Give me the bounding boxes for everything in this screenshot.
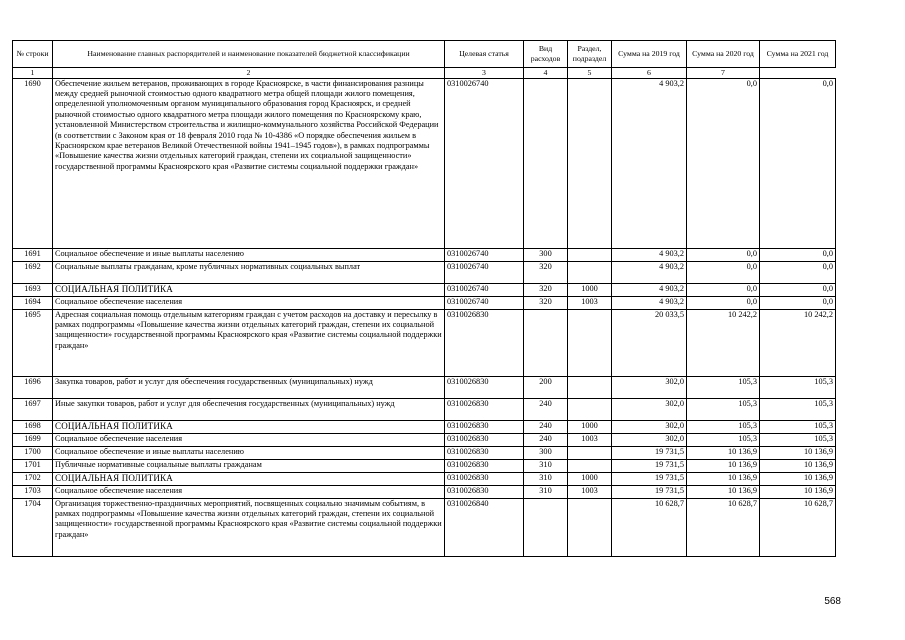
header-sum-2021: Сумма на 2021 год (760, 41, 836, 68)
expense-type-cell: 320 (524, 261, 568, 283)
expense-type-cell: 310 (524, 459, 568, 472)
table-body (13, 78, 836, 556)
target-article-cell: 0310026740 (445, 248, 524, 261)
sum-2020-cell: 10 136,9 (687, 446, 760, 459)
row-name-cell: Иные закупки товаров, работ и услуг для обеспечения государственных (муниципальных) нужд (53, 398, 445, 420)
sum-2019-cell: 302,0 (612, 420, 687, 433)
row-number-cell: 1697 (13, 398, 53, 420)
sum-2021-cell: 0,0 (760, 248, 836, 261)
section-cell: 1000 (568, 472, 612, 485)
expense-type-cell (524, 78, 568, 248)
section-cell (568, 446, 612, 459)
sum-2019-cell: 10 628,7 (612, 498, 687, 556)
row-number-cell: 1696 (13, 376, 53, 398)
sum-2021-cell: 10 136,9 (760, 472, 836, 485)
sum-2019-cell: 19 731,5 (612, 472, 687, 485)
column-number: 5 (568, 68, 612, 79)
expense-type-cell: 240 (524, 420, 568, 433)
sum-2021-cell: 105,3 (760, 398, 836, 420)
expense-type-cell: 320 (524, 283, 568, 296)
table-row (13, 309, 836, 376)
expense-type-cell: 240 (524, 398, 568, 420)
sum-2019-cell: 302,0 (612, 398, 687, 420)
header-row-number: № строки (13, 41, 53, 68)
table-row (13, 433, 836, 446)
sum-2021-cell: 10 628,7 (760, 498, 836, 556)
sum-2020-cell: 10 136,9 (687, 485, 760, 498)
row-number-cell: 1698 (13, 420, 53, 433)
expense-type-cell: 320 (524, 296, 568, 309)
row-name-cell: СОЦИАЛЬНАЯ ПОЛИТИКА (53, 472, 445, 485)
target-article-cell: 0310026830 (445, 433, 524, 446)
table-row (13, 459, 836, 472)
section-cell: 1003 (568, 485, 612, 498)
row-name-cell: Публичные нормативные социальные выплаты гражданам (53, 459, 445, 472)
sum-2021-cell: 105,3 (760, 420, 836, 433)
sum-2019-cell: 19 731,5 (612, 446, 687, 459)
sum-2021-cell: 105,3 (760, 433, 836, 446)
expense-type-cell: 310 (524, 485, 568, 498)
table-row (13, 446, 836, 459)
sum-2020-cell: 105,3 (687, 420, 760, 433)
table-row (13, 283, 836, 296)
sum-2019-cell: 19 731,5 (612, 485, 687, 498)
column-number: 3 (445, 68, 524, 79)
table-row (13, 376, 836, 398)
column-number: 2 (53, 68, 445, 79)
sum-2020-cell: 0,0 (687, 283, 760, 296)
sum-2021-cell: 10 136,9 (760, 459, 836, 472)
sum-2020-cell: 105,3 (687, 398, 760, 420)
sum-2020-cell: 105,3 (687, 433, 760, 446)
section-cell (568, 498, 612, 556)
row-number-cell: 1693 (13, 283, 53, 296)
target-article-cell: 0310026740 (445, 261, 524, 283)
sum-2021-cell: 0,0 (760, 78, 836, 248)
target-article-cell: 0310026740 (445, 296, 524, 309)
table-header (13, 41, 836, 79)
sum-2020-cell: 10 242,2 (687, 309, 760, 376)
expense-type-cell: 300 (524, 446, 568, 459)
table-row (13, 472, 836, 485)
row-name-cell: Социальное обеспечение и иные выплаты населению (53, 248, 445, 261)
sum-2021-cell: 10 136,9 (760, 446, 836, 459)
header-name: Наименование главных распорядителей и наименование показателей бюджетной классификации (53, 41, 445, 68)
row-name-cell: Закупка товаров, работ и услуг для обеспечения государственных (муниципальных) нужд (53, 376, 445, 398)
row-number-cell: 1694 (13, 296, 53, 309)
section-cell (568, 261, 612, 283)
expense-type-cell: 240 (524, 433, 568, 446)
sum-2019-cell: 20 033,5 (612, 309, 687, 376)
table-row (13, 78, 836, 248)
header-section: Раздел, подраздел (568, 41, 612, 68)
target-article-cell: 0310026830 (445, 472, 524, 485)
target-article-cell: 0310026740 (445, 283, 524, 296)
sum-2020-cell: 105,3 (687, 376, 760, 398)
row-name-cell: Социальное обеспечение и иные выплаты населению (53, 446, 445, 459)
column-number: 6 (612, 68, 687, 79)
section-cell (568, 78, 612, 248)
sum-2020-cell: 10 136,9 (687, 472, 760, 485)
row-number-cell: 1690 (13, 78, 53, 248)
expense-type-cell (524, 309, 568, 376)
sum-2019-cell: 4 903,2 (612, 283, 687, 296)
row-name-cell: Организация торжественно-праздничных мероприятий, посвященных социально значимым событиям, в рамках подпрограммы «Повышение качества жизни отдельных категорий граждан, степени их социальной защищенности» государственной программы Красноярского края «Развитие системы социальной поддержки граждан» (53, 498, 445, 556)
section-cell (568, 309, 612, 376)
row-name-cell: Социальное обеспечение населения (53, 433, 445, 446)
column-numbers-row (13, 68, 836, 79)
row-number-cell: 1703 (13, 485, 53, 498)
row-name-cell: СОЦИАЛЬНАЯ ПОЛИТИКА (53, 283, 445, 296)
row-number-cell: 1701 (13, 459, 53, 472)
expense-type-cell: 200 (524, 376, 568, 398)
target-article-cell: 0310026830 (445, 459, 524, 472)
sum-2019-cell: 4 903,2 (612, 296, 687, 309)
column-number: 1 (13, 68, 53, 79)
table-row (13, 296, 836, 309)
expense-type-cell (524, 498, 568, 556)
header-sum-2020: Сумма на 2020 год (687, 41, 760, 68)
sum-2020-cell: 10 628,7 (687, 498, 760, 556)
header-sum-2019: Сумма на 2019 год (612, 41, 687, 68)
row-name-cell: Адресная социальная помощь отдельным категориям граждан с учетом расходов на доставку и пересылку в рамках подпрограммы «Повышение качества жизни отдельных категорий граждан, степени их социальной защищенности» государственной программы Красноярского края «Развитие системы социальной поддержки граждан» (53, 309, 445, 376)
column-number: 4 (524, 68, 568, 79)
target-article-cell: 0310026830 (445, 376, 524, 398)
sum-2021-cell: 105,3 (760, 376, 836, 398)
section-cell (568, 398, 612, 420)
sum-2020-cell: 10 136,9 (687, 459, 760, 472)
sum-2021-cell: 10 136,9 (760, 485, 836, 498)
budget-table (12, 40, 836, 557)
sum-2019-cell: 302,0 (612, 433, 687, 446)
sum-2019-cell: 4 903,2 (612, 78, 687, 248)
section-cell (568, 459, 612, 472)
sum-2020-cell: 0,0 (687, 248, 760, 261)
row-number-cell: 1691 (13, 248, 53, 261)
row-name-cell: Социальное обеспечение населения (53, 485, 445, 498)
row-number-cell: 1692 (13, 261, 53, 283)
sum-2019-cell: 4 903,2 (612, 261, 687, 283)
row-number-cell: 1699 (13, 433, 53, 446)
sum-2021-cell: 0,0 (760, 261, 836, 283)
sum-2019-cell: 4 903,2 (612, 248, 687, 261)
row-number-cell: 1695 (13, 309, 53, 376)
row-name-cell: СОЦИАЛЬНАЯ ПОЛИТИКА (53, 420, 445, 433)
target-article-cell: 0310026830 (445, 398, 524, 420)
table-row (13, 248, 836, 261)
table-row (13, 420, 836, 433)
target-article-cell: 0310026830 (445, 485, 524, 498)
section-cell: 1003 (568, 296, 612, 309)
table-row (13, 485, 836, 498)
expense-type-cell: 310 (524, 472, 568, 485)
section-cell: 1000 (568, 283, 612, 296)
section-cell (568, 376, 612, 398)
row-name-cell: Социальные выплаты гражданам, кроме публичных нормативных социальных выплат (53, 261, 445, 283)
row-name-cell: Социальное обеспечение населения (53, 296, 445, 309)
section-cell: 1003 (568, 433, 612, 446)
target-article-cell: 0310026840 (445, 498, 524, 556)
sum-2019-cell: 19 731,5 (612, 459, 687, 472)
sum-2021-cell: 10 242,2 (760, 309, 836, 376)
header-expense-type: Вид расходов (524, 41, 568, 68)
target-article-cell: 0310026830 (445, 309, 524, 376)
expense-type-cell: 300 (524, 248, 568, 261)
row-number-cell: 1700 (13, 446, 53, 459)
table-row (13, 261, 836, 283)
page-number: 568 (824, 596, 841, 607)
row-number-cell: 1702 (13, 472, 53, 485)
table-row (13, 398, 836, 420)
section-cell: 1000 (568, 420, 612, 433)
target-article-cell: 0310026830 (445, 420, 524, 433)
sum-2020-cell: 0,0 (687, 261, 760, 283)
sum-2021-cell: 0,0 (760, 283, 836, 296)
sum-2020-cell: 0,0 (687, 78, 760, 248)
row-name-cell: Обеспечение жильем ветеранов, проживающих в городе Красноярске, в части финансирования разницы между средней рыночной стоимостью одного квадратного метра общей площади жилого помещения, определенной уполномоченным органом муниципального образования город Красноярск, и средней рыночной стоимостью одного квадратного метра площади жилого помещения по Красноярскому краю, установленной Министерством строительства и жилищно-коммунального хозяйства Российской Федерации (в соответствии с Законом края от 18 февраля 2010 года № 10-4386 «О порядке обеспечения жильем в Красноярском крае ветеранов Великой Отечественной войны 1941–1945 годов»), в рамках подпрограммы «Повышение качества жизни отдельных категорий граждан, степени их социальной защищенности» государственной программы Красноярского края «Развитие системы социальной поддержки граждан» (53, 78, 445, 248)
row-number-cell: 1704 (13, 498, 53, 556)
sum-2020-cell: 0,0 (687, 296, 760, 309)
sum-2021-cell: 0,0 (760, 296, 836, 309)
target-article-cell: 0310026740 (445, 78, 524, 248)
column-number: 7 (687, 68, 760, 79)
header-target-article: Целевая статья (445, 41, 524, 68)
section-cell (568, 248, 612, 261)
sum-2019-cell: 302,0 (612, 376, 687, 398)
target-article-cell: 0310026830 (445, 446, 524, 459)
table-row (13, 498, 836, 556)
